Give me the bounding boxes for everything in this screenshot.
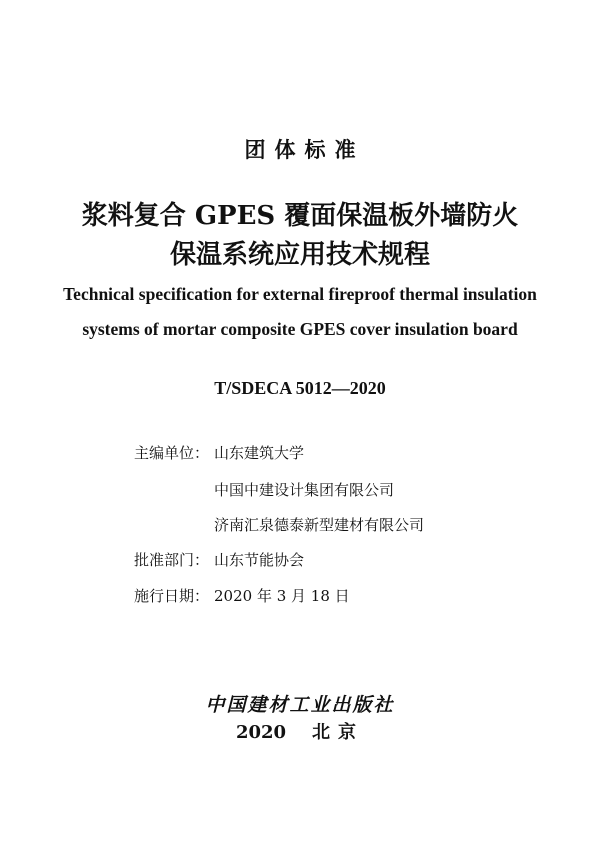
editor-unit-3: 济南汇泉德泰新型建材有限公司	[214, 516, 425, 534]
editor-unit-1: 山东建筑大学	[214, 444, 305, 462]
imprint-city: 北京	[312, 722, 365, 743]
editor-label: 主编单位：	[134, 444, 210, 462]
standard-code: T/SDECA 5012—2020	[214, 378, 386, 398]
editor-unit-2-row	[214, 480, 394, 500]
approval-label: 批准部门：	[134, 551, 210, 569]
approval-row	[134, 550, 304, 570]
effective-date-row	[134, 586, 350, 606]
editor-unit-2: 中国中建设计集团有限公司	[214, 481, 395, 499]
editor-unit-3-row	[214, 515, 424, 535]
title-zh-line1: 浆料复合 GPES 覆面保温板外墙防火	[81, 201, 519, 231]
title-zh-line2: 保温系统应用技术规程	[169, 240, 430, 270]
standard-category: 团体标准	[244, 137, 365, 162]
effective-date-value: 2020 年 3 月 18 日	[214, 587, 350, 605]
title-en-line1: Technical specification for external fireproof thermal insulation	[63, 284, 537, 304]
approval-value: 山东节能协会	[214, 551, 305, 569]
imprint-year: 2020	[235, 722, 287, 743]
title-en-line2: systems of mortar composite GPES cover insulation board	[82, 319, 518, 339]
effective-date-label: 施行日期：	[134, 587, 210, 605]
editor-row	[134, 443, 304, 463]
imprint	[0, 718, 600, 744]
publisher-logo-text: 中国建材工业出版社	[205, 694, 395, 716]
